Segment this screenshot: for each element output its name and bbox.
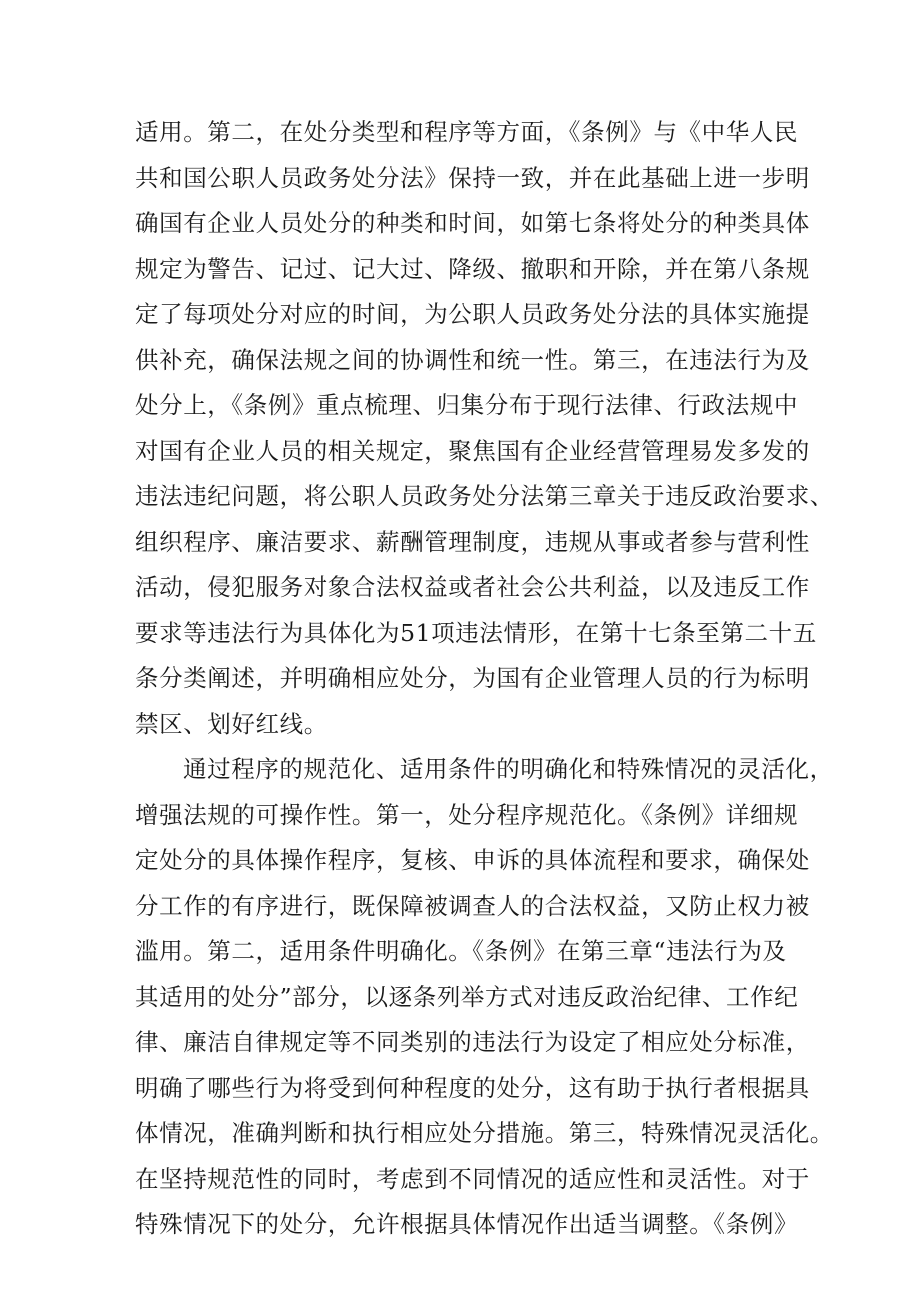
paragraph-line: 明确了哪些行为将受到何种程度的处分，这有助于执行者根据具 — [135, 1073, 810, 1102]
paragraph-line: 律、廉洁自律规定等不同类别的违法行为设定了相应处分标准， — [135, 1028, 810, 1056]
paragraph-line: 分工作的有序进行，既保障被调查人的合法权益，又防止权力被 — [135, 891, 810, 920]
paragraph-line: 处分上，《条例》重点梳理、归集分布于现行法律、行政法规中 — [135, 391, 799, 419]
paragraph-line: 组织程序、廉洁要求、薪酬管理制度，违规从事或者参与营利性 — [135, 527, 810, 556]
paragraph-line: 适用。第二，在处分类型和程序等方面，《条例》与《中华人民 — [135, 118, 799, 146]
paragraph-line: 禁区、划好红线。 — [135, 709, 328, 738]
paragraph-line: 条分类阐述，并明确相应处分，为国有企业管理人员的行为标明 — [135, 664, 810, 692]
paragraph-2 — [135, 747, 834, 1248]
paragraph-line: 定处分的具体操作程序，复核、申诉的具体流程和要求，确保处 — [135, 846, 810, 874]
document-body — [135, 110, 834, 1248]
paragraph-line: 体情况，准确判断和执行相应处分措施。第三，特殊情况灵活化。 — [135, 1119, 834, 1147]
paragraph-line: 共和国公职人员政务处分法》保持一致，并在此基础上进一步明 — [135, 163, 810, 192]
paragraph-line: 特殊情况下的处分，允许根据具体情况作出适当调整。《条例》 — [135, 1210, 799, 1238]
paragraph-line: 其适用的处分”部分，以逐条列举方式对违反政治纪律、工作纪 — [135, 982, 799, 1011]
paragraph-line: 规定为警告、记过、记大过、降级、撤职和开除，并在第八条规 — [135, 254, 810, 283]
paragraph-line: 活动，侵犯服务对象合法权益或者社会公共利益，以及违反工作 — [135, 573, 810, 601]
paragraph-line: 对国有企业人员的相关规定，聚焦国有企业经营管理易发多发的 — [135, 436, 810, 465]
paragraph-line: 滥用。第二，适用条件明确化。《条例》在第三章“违法行为及 — [135, 937, 787, 965]
paragraph-line: 确国有企业人员处分的种类和时间，如第七条将处分的种类具体 — [135, 209, 810, 237]
paragraph-line: 要求等违法行为具体化为51项违法情形，在第十七条至第二十五 — [135, 618, 817, 647]
paragraph-1 — [135, 110, 834, 747]
paragraph-line: 在坚持规范性的同时，考虑到不同情况的适应性和灵活性。对于 — [135, 1164, 810, 1193]
paragraph-line: 增强法规的可操作性。第一，处分程序规范化。《条例》详细规 — [135, 800, 799, 829]
paragraph-line: 违法违纪问题，将公职人员政务处分法第三章关于违反政治要求、 — [135, 482, 834, 510]
paragraph-line: 定了每项处分对应的时间，为公职人员政务处分法的具体实施提 — [135, 300, 810, 328]
paragraph-first-line: 通过程序的规范化、适用条件的明确化和特殊情况的灵活化， — [183, 755, 834, 783]
paragraph-line: 供补充，确保法规之间的协调性和统一性。第三，在违法行为及 — [135, 345, 810, 374]
